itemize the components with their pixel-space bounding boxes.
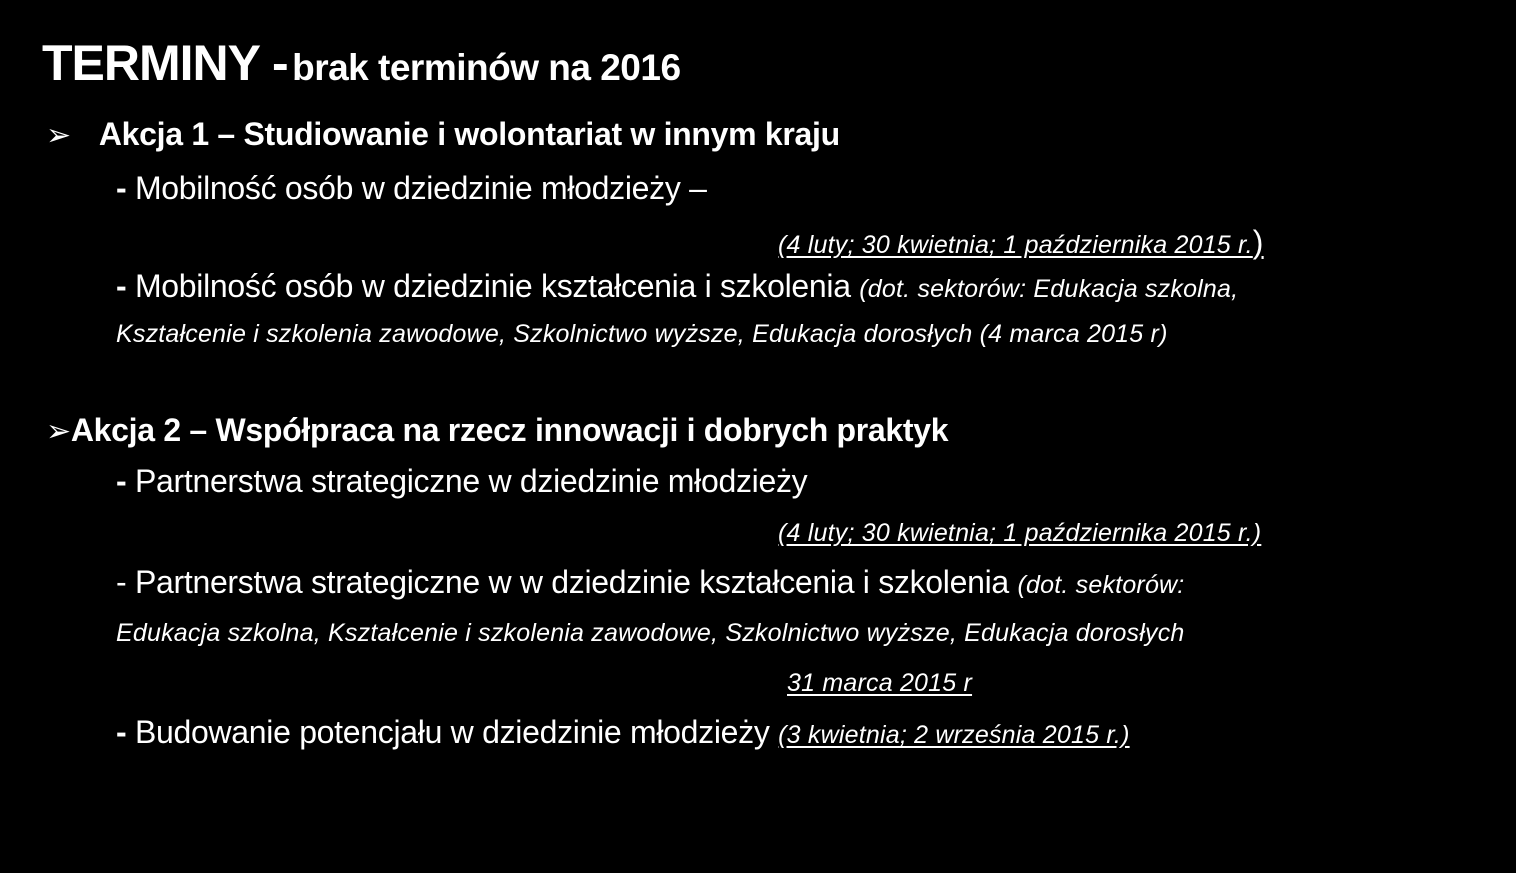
arrow-bullet-icon: ➢ [46, 119, 71, 152]
item-dash: - [116, 714, 127, 750]
action1-item1-date: (4 luty; 30 kwietnia; 1 października 2015 r. [778, 231, 1253, 259]
action2-item3 [116, 716, 1130, 748]
action2-item1 [116, 465, 807, 497]
action1-item1 [116, 172, 707, 204]
item-dash: - [116, 268, 127, 304]
action2-item3-date: (3 kwietnia; 2 września 2015 r.) [778, 721, 1130, 749]
action2-label: Akcja 2 – Współpraca na rzecz innowacji i dobrych praktyk [70, 412, 949, 448]
item-dash: - [116, 564, 127, 600]
item-dash: - [116, 170, 127, 206]
action2-item2-date: 31 marca 2015 r [787, 669, 973, 697]
action2-item2-date-line [787, 671, 972, 696]
title-main: TERMINY - [42, 35, 288, 91]
action2-heading [46, 414, 948, 447]
item-text: Mobilność osób w dziedzinie młodzieży – [134, 170, 707, 206]
item-text: Mobilność osób w dziedzinie kształcenia i szkolenia [134, 268, 851, 304]
action2-item2-note-b: Edukacja szkolna, Kształcenie i szkolenia zawodowe, Szkolnictwo wyższe, Edukacja dorosłych [116, 619, 1185, 647]
action1-item1-date-line [778, 226, 1264, 258]
item-text: Budowanie potencjału w dziedzinie młodzieży [134, 714, 770, 750]
action1-item2-note-b: Kształcenie i szkolenia zawodowe, Szkolnictwo wyższe, Edukacja dorosłych (4 marca 2015 r) [116, 320, 1168, 348]
action1-heading [46, 118, 840, 151]
action2-item1-date: (4 luty; 30 kwietnia; 1 października 2015 r.) [778, 519, 1262, 547]
title-sub: brak terminów na 2016 [292, 47, 681, 88]
action1-item1-date-close: ) [1252, 224, 1264, 260]
action2-item2-note-a: (dot. sektorów: [1017, 571, 1185, 599]
action1-item2-note-a: (dot. sektorów: Edukacja szkolna, [859, 275, 1239, 303]
slide-title [42, 35, 681, 91]
action2-item1-date-line [778, 521, 1261, 546]
item-dash: - [116, 463, 127, 499]
item-text: Partnerstwa strategiczne w dziedzinie młodzieży [134, 463, 808, 499]
item-text: Partnerstwa strategiczne w w dziedzinie kształcenia i szkolenia [134, 564, 1009, 600]
action1-item2 [116, 270, 1238, 302]
arrow-bullet-icon: ➢ [46, 415, 71, 448]
action1-label: Akcja 1 – Studiowanie i wolontariat w innym kraju [98, 116, 840, 152]
action2-item2 [116, 566, 1184, 598]
